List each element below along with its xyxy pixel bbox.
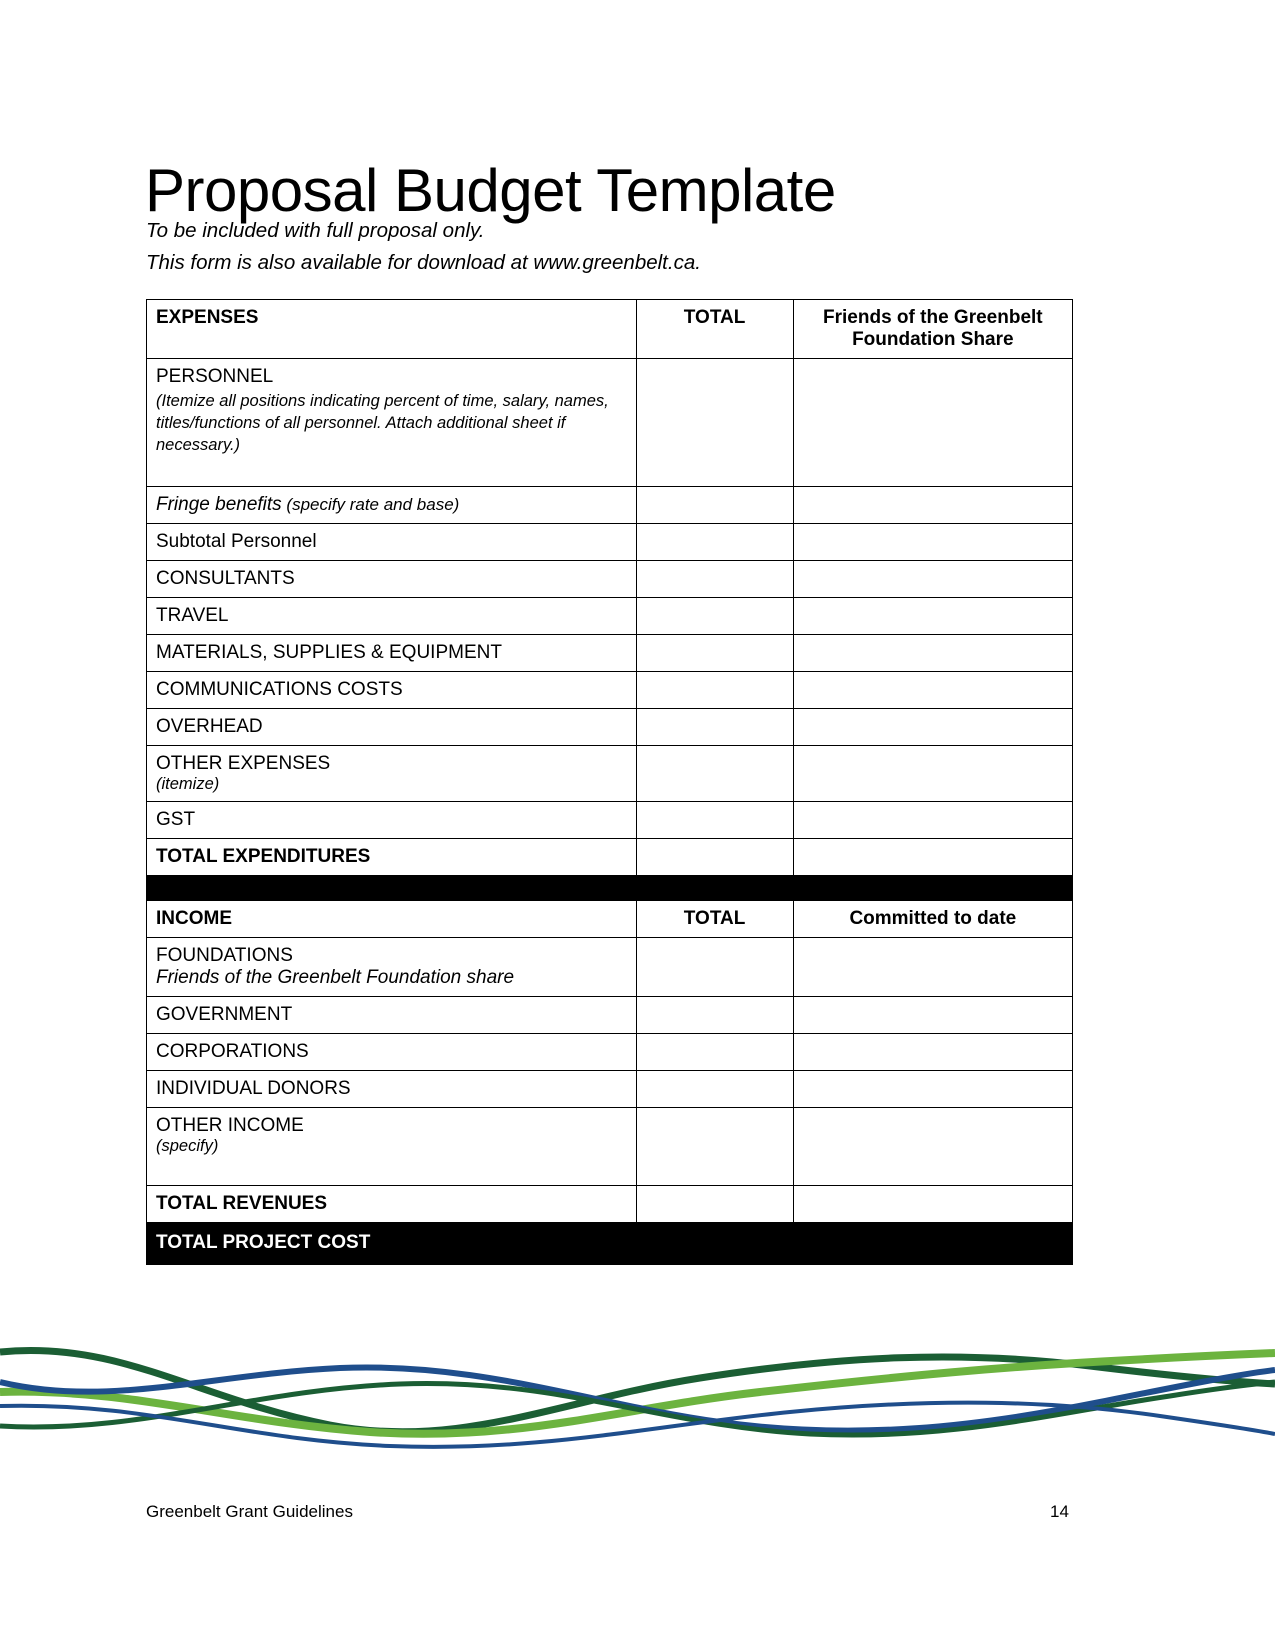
row-fringe-benefits-hint: (specify rate and base) [281, 495, 460, 514]
row-total-revenues-total-input[interactable] [636, 1186, 793, 1223]
row-foundations-label: FOUNDATIONS [156, 945, 293, 966]
row-personnel-label: PERSONNEL [156, 366, 274, 387]
table-row-total-project-cost [147, 1223, 1073, 1265]
row-corporations-label: CORPORATIONS [156, 1041, 309, 1062]
subtitle-block [146, 215, 701, 279]
row-individual-donors-committed-input[interactable] [793, 1071, 1072, 1108]
row-consultants-share-input[interactable] [793, 561, 1072, 598]
table-row [147, 359, 1073, 487]
subtitle-line-1: To be included with full proposal only. [146, 219, 485, 242]
row-total-revenues-label: TOTAL REVENUES [156, 1193, 328, 1214]
row-other-expenses-share-input[interactable] [793, 746, 1072, 802]
table-row [147, 709, 1073, 746]
page-number: 14 [1050, 1502, 1069, 1521]
expenses-header-share: Friends of the Greenbelt Foundation Share [823, 307, 1043, 350]
row-total-expenditures-total-input[interactable] [636, 839, 793, 876]
income-header-share-cell [793, 901, 1072, 938]
row-overhead-share-input[interactable] [793, 709, 1072, 746]
row-total-expenditures-label: TOTAL EXPENDITURES [156, 846, 371, 867]
income-header-label: INCOME [156, 908, 232, 929]
row-individual-donors-total-input[interactable] [636, 1071, 793, 1108]
row-travel-total-input[interactable] [636, 598, 793, 635]
income-header-committed: Committed to date [849, 908, 1017, 929]
table-row [147, 746, 1073, 802]
row-subtotal-personnel-total-input[interactable] [636, 524, 793, 561]
row-materials-label: MATERIALS, SUPPLIES & EQUIPMENT [156, 642, 502, 663]
row-fringe-benefits-share-input[interactable] [793, 487, 1072, 524]
table-row [147, 997, 1073, 1034]
table-row [147, 561, 1073, 598]
row-other-expenses-total-input[interactable] [636, 746, 793, 802]
table-row [147, 635, 1073, 672]
row-fringe-benefits-label: Fringe benefits [156, 494, 282, 515]
row-consultants-label: CONSULTANTS [156, 568, 295, 589]
row-government-total-input[interactable] [636, 997, 793, 1034]
table-row-income-header [147, 901, 1073, 938]
row-personnel-note: (Itemize all positions indicating percent of time, salary, names, titles/functions of all personnel. Attach additional sheet if necessary.) [156, 392, 609, 455]
row-total-expenditures-share-input[interactable] [793, 839, 1072, 876]
table-row [147, 938, 1073, 997]
table-row-total-revenues [147, 1186, 1073, 1223]
income-header-total-cell [636, 901, 793, 938]
row-consultants-label-cell [147, 561, 637, 598]
row-foundations-label-cell [147, 938, 637, 997]
income-header-total: TOTAL [683, 908, 746, 929]
table-row [147, 524, 1073, 561]
row-other-income-committed-input[interactable] [793, 1108, 1072, 1186]
row-corporations-total-input[interactable] [636, 1034, 793, 1071]
row-subtotal-personnel-label-cell [147, 524, 637, 561]
row-overhead-label-cell [147, 709, 637, 746]
income-header-label-cell [147, 901, 637, 938]
row-foundations-note: Friends of the Greenbelt Foundation share [156, 967, 515, 988]
row-total-revenues-committed-input[interactable] [793, 1186, 1072, 1223]
row-materials-share-input[interactable] [793, 635, 1072, 672]
expenses-header-label-cell [147, 300, 637, 359]
row-subtotal-personnel-share-input[interactable] [793, 524, 1072, 561]
wave-svg [0, 1330, 1275, 1490]
row-total-project-cost-cell [147, 1223, 1073, 1265]
expenses-header-total: TOTAL [683, 307, 746, 328]
expenses-header-label: EXPENSES [156, 307, 259, 328]
row-materials-label-cell [147, 635, 637, 672]
expenses-header-share-cell [793, 300, 1072, 359]
table-row-total-expenditures [147, 839, 1073, 876]
row-other-income-total-input[interactable] [636, 1108, 793, 1186]
row-personnel-label-cell [147, 359, 637, 487]
section-divider [147, 876, 1073, 901]
row-other-income-label: OTHER INCOME [156, 1115, 304, 1136]
row-travel-label: TRAVEL [156, 605, 229, 626]
row-government-label: GOVERNMENT [156, 1004, 293, 1025]
row-consultants-total-input[interactable] [636, 561, 793, 598]
row-gst-total-input[interactable] [636, 802, 793, 839]
row-communications-label: COMMUNICATIONS COSTS [156, 679, 403, 700]
table-row [147, 672, 1073, 709]
table-row-expenses-header [147, 300, 1073, 359]
row-gst-share-input[interactable] [793, 802, 1072, 839]
page-title: Proposal Budget Template [145, 157, 836, 225]
row-overhead-total-input[interactable] [636, 709, 793, 746]
expenses-header-total-cell [636, 300, 793, 359]
decorative-wave-graphic [0, 1330, 1275, 1490]
table-row [147, 1034, 1073, 1071]
row-overhead-label: OVERHEAD [156, 716, 263, 737]
row-personnel-total-input[interactable] [636, 359, 793, 487]
row-other-income-note: (specify) [156, 1137, 219, 1155]
table-row [147, 1071, 1073, 1108]
row-other-income-label-cell [147, 1108, 637, 1186]
row-communications-total-input[interactable] [636, 672, 793, 709]
table-row [147, 487, 1073, 524]
row-corporations-committed-input[interactable] [793, 1034, 1072, 1071]
row-gst-label: GST [156, 809, 196, 830]
row-subtotal-personnel-label: Subtotal Personnel [156, 531, 317, 552]
row-total-expenditures-label-cell [147, 839, 637, 876]
row-travel-label-cell [147, 598, 637, 635]
row-total-revenues-label-cell [147, 1186, 637, 1223]
table-row [147, 1108, 1073, 1186]
row-travel-share-input[interactable] [793, 598, 1072, 635]
table-row [147, 802, 1073, 839]
row-other-expenses-label: OTHER EXPENSES [156, 753, 331, 774]
row-communications-share-input[interactable] [793, 672, 1072, 709]
row-total-project-cost-label: TOTAL PROJECT COST [156, 1232, 371, 1253]
row-foundations-committed-input[interactable] [793, 938, 1072, 997]
row-materials-total-input[interactable] [636, 635, 793, 672]
row-gst-label-cell [147, 802, 637, 839]
row-fringe-benefits-label-cell [147, 487, 637, 524]
row-other-expenses-note: (itemize) [156, 775, 220, 793]
row-government-committed-input[interactable] [793, 997, 1072, 1034]
row-foundations-total-input[interactable] [636, 938, 793, 997]
row-personnel-share-input[interactable] [793, 359, 1072, 487]
row-individual-donors-label-cell [147, 1071, 637, 1108]
subtitle-line-2: This form is also available for download at www.greenbelt.ca. [146, 250, 701, 274]
section-divider-band [147, 876, 1073, 901]
footer-text: Greenbelt Grant Guidelines [146, 1502, 353, 1521]
row-fringe-benefits-total-input[interactable] [636, 487, 793, 524]
table-row [147, 598, 1073, 635]
row-individual-donors-label: INDIVIDUAL DONORS [156, 1078, 351, 1099]
row-corporations-label-cell [147, 1034, 637, 1071]
row-other-expenses-label-cell [147, 746, 637, 802]
budget-table [146, 299, 1073, 1265]
row-communications-label-cell [147, 672, 637, 709]
row-government-label-cell [147, 997, 637, 1034]
